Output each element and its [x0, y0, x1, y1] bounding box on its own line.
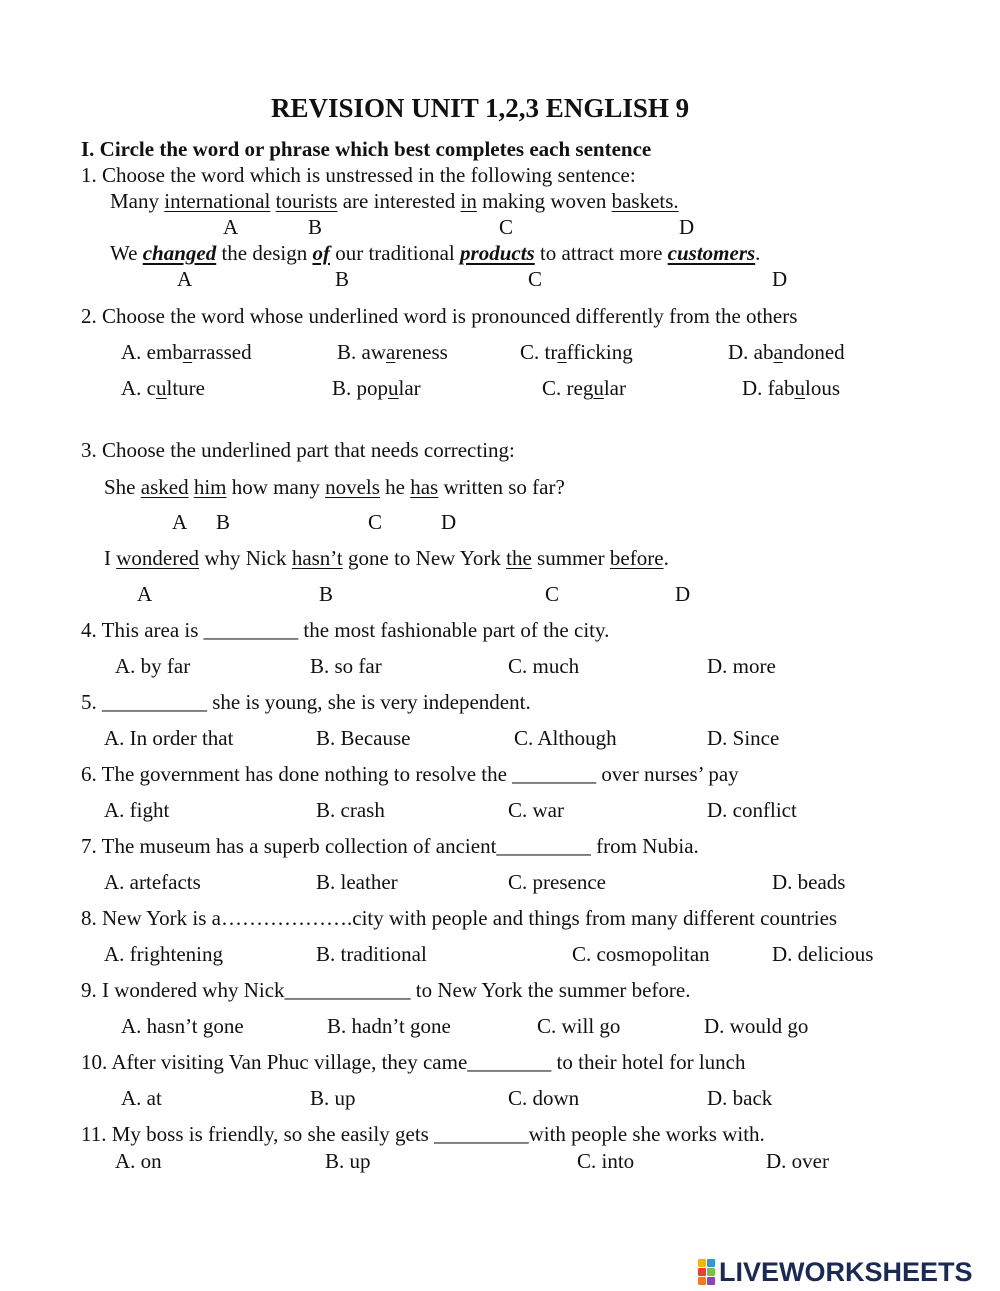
logo-square-orange — [698, 1277, 706, 1285]
q9-option-a[interactable]: A. hasn’t gone — [121, 1014, 244, 1038]
q2-row1-option-c[interactable]: C. trafficking — [520, 340, 633, 364]
q1-s2-label-b: B — [335, 267, 350, 291]
q2-row2-option-b[interactable]: B. popular — [332, 376, 421, 400]
q10-prompt: 10. After visiting Van Phuc village, they came________ to their hotel for lunch — [81, 1050, 746, 1074]
liveworksheets-logo — [698, 1258, 973, 1286]
q4-option-a[interactable]: A. by far — [115, 654, 191, 678]
logo-square-green — [707, 1268, 715, 1276]
q11-option-b[interactable]: B. up — [325, 1149, 371, 1173]
q5-option-b[interactable]: B. Because — [316, 726, 411, 750]
q9-prompt: 9. I wondered why Nick____________ to New York the summer before. — [81, 978, 691, 1002]
q4-option-c[interactable]: C. much — [508, 654, 580, 678]
q3-s2-label-c: C — [545, 582, 560, 606]
q1-s1-label-b: B — [308, 215, 323, 239]
q2-row2-option-a[interactable]: A. culture — [121, 376, 205, 400]
q3-sentence-1: She asked him how many novels he has written so far? — [104, 475, 565, 499]
q3-s1-label-c: C — [368, 510, 383, 534]
q4-prompt: 4. This area is _________ the most fashionable part of the city. — [81, 618, 610, 642]
q5-option-a[interactable]: A. In order that — [104, 726, 234, 750]
logo-square-yellow — [698, 1259, 706, 1267]
q10-option-b[interactable]: B. up — [310, 1086, 356, 1110]
q1-sentence-1: Many international tourists are interested in making woven baskets. — [110, 189, 679, 213]
q7-option-b[interactable]: B. leather — [316, 870, 398, 894]
section-heading: I. Circle the word or phrase which best completes each sentence — [81, 137, 652, 161]
q5-option-c[interactable]: C. Although — [514, 726, 617, 750]
q5-prompt: 5. __________ she is young, she is very independent. — [81, 690, 531, 714]
q1-s1-label-c: C — [499, 215, 514, 239]
q2-row2-option-d[interactable]: D. fabulous — [742, 376, 840, 400]
q8-prompt: 8. New York is a……………….city with people and things from many different countries — [81, 906, 838, 930]
q3-sentence-2: I wondered why Nick hasn’t gone to New York the summer before. — [104, 546, 669, 570]
q1-s1-label-a: A — [223, 215, 239, 239]
q2-prompt: 2. Choose the word whose underlined word is pronounced differently from the others — [81, 304, 798, 328]
q2-row2-option-c[interactable]: C. regular — [542, 376, 626, 400]
q1-s2-label-c: C — [528, 267, 543, 291]
q9-option-b[interactable]: B. hadn’t gone — [327, 1014, 451, 1038]
q9-option-d[interactable]: D. would go — [704, 1014, 809, 1038]
q6-prompt: 6. The government has done nothing to resolve the ________ over nurses’ pay — [81, 762, 739, 786]
q10-option-d[interactable]: D. back — [707, 1086, 773, 1110]
q7-option-d[interactable]: D. beads — [772, 870, 846, 894]
q6-option-c[interactable]: C. war — [508, 798, 564, 822]
q11-option-c[interactable]: C. into — [577, 1149, 635, 1173]
q3-s1-label-a: A — [172, 510, 188, 534]
logo-square-purple — [707, 1277, 715, 1285]
q8-option-b[interactable]: B. traditional — [316, 942, 427, 966]
q2-row1-option-d[interactable]: D. abandoned — [728, 340, 845, 364]
q6-option-a[interactable]: A. fight — [104, 798, 170, 822]
q11-option-a[interactable]: A. on — [115, 1149, 162, 1173]
q2-row1-option-a[interactable]: A. embarrassed — [121, 340, 252, 364]
q1-prompt: 1. Choose the word which is unstressed in the following sentence: — [81, 163, 636, 187]
q3-s1-label-d: D — [441, 510, 457, 534]
logo-square-blue — [707, 1259, 715, 1267]
q3-s2-label-d: D — [675, 582, 691, 606]
q1-s2-label-a: A — [177, 267, 193, 291]
q8-option-a[interactable]: A. frightening — [104, 942, 223, 966]
q9-option-c[interactable]: C. will go — [537, 1014, 621, 1038]
q8-option-d[interactable]: D. delicious — [772, 942, 874, 966]
q4-option-d[interactable]: D. more — [707, 654, 776, 678]
q5-option-d[interactable]: D. Since — [707, 726, 780, 750]
q7-option-c[interactable]: C. presence — [508, 870, 606, 894]
q2-row1-option-b[interactable]: B. awareness — [337, 340, 448, 364]
liveworksheets-logo-icon — [698, 1259, 715, 1285]
q1-sentence-2: We changed the design of our traditional products to attract more customers. — [110, 241, 761, 265]
q7-prompt: 7. The museum has a superb collection of ancient_________ from Nubia. — [81, 834, 699, 858]
liveworksheets-logo-text: LIVEWORKSHEETS — [719, 1256, 973, 1287]
q11-option-d[interactable]: D. over — [766, 1149, 829, 1173]
q3-s2-label-a: A — [137, 582, 153, 606]
q10-option-a[interactable]: A. at — [121, 1086, 162, 1110]
logo-square-red — [698, 1268, 706, 1276]
page-title: REVISION UNIT 1,2,3 ENGLISH 9 — [271, 93, 690, 123]
q1-s1-label-d: D — [679, 215, 695, 239]
q3-prompt: 3. Choose the underlined part that needs correcting: — [81, 438, 515, 462]
q4-option-b[interactable]: B. so far — [310, 654, 382, 678]
q10-option-c[interactable]: C. down — [508, 1086, 580, 1110]
q7-option-a[interactable]: A. artefacts — [104, 870, 201, 894]
q3-s2-label-b: B — [319, 582, 334, 606]
q11-prompt: 11. My boss is friendly, so she easily gets _________with people she works with. — [81, 1122, 765, 1146]
q1-s2-label-d: D — [772, 267, 788, 291]
q3-s1-label-b: B — [216, 510, 231, 534]
q8-option-c[interactable]: C. cosmopolitan — [572, 942, 710, 966]
q6-option-d[interactable]: D. conflict — [707, 798, 797, 822]
q6-option-b[interactable]: B. crash — [316, 798, 385, 822]
